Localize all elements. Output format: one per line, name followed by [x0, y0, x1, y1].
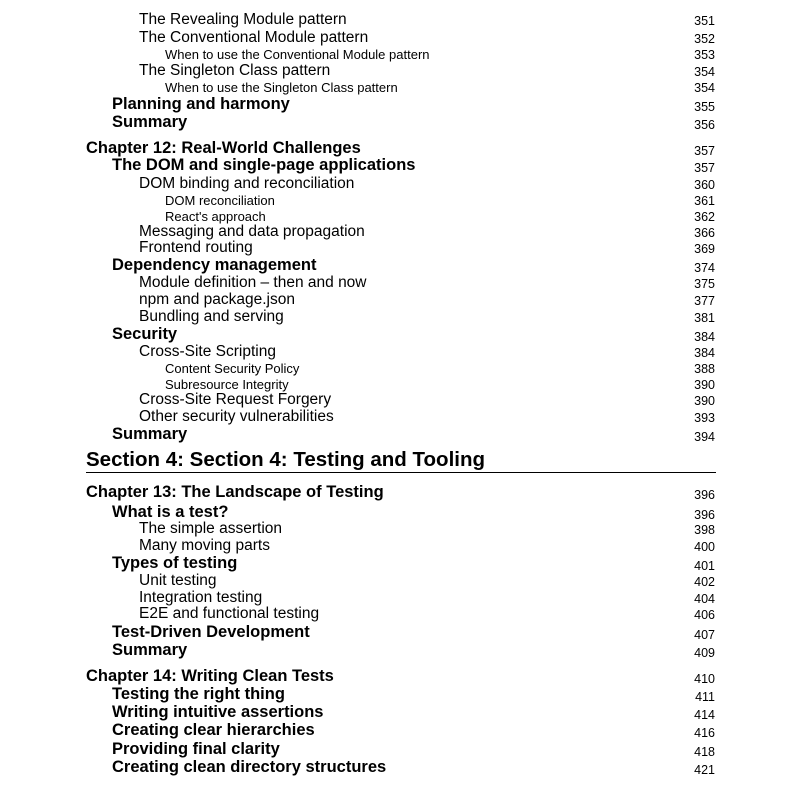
toc-entry-section: [0, 324, 800, 342]
toc-entry-title: Writing intuitive assertions: [112, 702, 324, 721]
toc-entry-subsection: [0, 389, 800, 407]
toc-entry-title: Test-Driven Development: [112, 622, 310, 641]
toc-entry-chapter: [0, 482, 800, 500]
toc-entry-title: Summary: [112, 112, 188, 131]
toc-entry-section: [0, 255, 800, 273]
toc-entry-subsubsection: [0, 43, 800, 61]
toc-entry-title: Creating clear hierarchies: [112, 720, 315, 739]
toc-entry-page-number: 374: [694, 260, 715, 275]
toc-entry-page-number: 355: [694, 99, 715, 114]
toc-entry-title: Cross-Site Request Forgery: [139, 390, 332, 408]
toc-entry-title: What is a test?: [112, 502, 229, 521]
toc-entry-page-number: 360: [694, 177, 715, 192]
toc-entry-section: [0, 757, 800, 775]
toc-entry-page-number: 366: [694, 225, 715, 240]
toc-entry-title: Dependency management: [112, 255, 317, 274]
toc-entry-title: Chapter 14: Writing Clean Tests: [86, 666, 334, 685]
toc-entry-subsection: [0, 289, 800, 307]
toc-entry-title: Chapter 13: The Landscape of Testing: [86, 482, 384, 501]
toc-entry-page-number: 421: [694, 762, 715, 777]
toc-entry-subsection: [0, 570, 800, 588]
toc-entry-section: [0, 640, 800, 658]
toc-entry-title: E2E and functional testing: [139, 604, 320, 622]
toc-entry-title: Planning and harmony: [112, 94, 290, 113]
toc-entry-title: npm and package.json: [139, 290, 295, 308]
toc-entry-page-number: 351: [694, 13, 715, 28]
toc-entry-page-number: 402: [694, 574, 715, 589]
toc-entry-page-number: 362: [694, 209, 715, 224]
toc-entry-page-number: 398: [694, 522, 715, 537]
toc-entry-page-number: 396: [694, 507, 715, 522]
toc-entry-page-number: 390: [694, 393, 715, 408]
toc-entry-subsection: [0, 518, 800, 536]
toc-entry-title: Chapter 12: Real-World Challenges: [86, 138, 361, 157]
toc-entry-page-number: 357: [694, 143, 715, 158]
toc-entry-page-number: 406: [694, 607, 715, 622]
toc-entry-page-number: 354: [694, 64, 715, 79]
toc-entry-page-number: 394: [694, 429, 715, 444]
toc-entry-page-number: 390: [694, 377, 715, 392]
toc-entry-section: [0, 94, 800, 112]
toc-entry-title: The simple assertion: [139, 519, 283, 537]
toc-entry-title: Bundling and serving: [139, 307, 284, 325]
toc-entry-page-number: 396: [694, 487, 715, 502]
toc-entry-page-number: 384: [694, 345, 715, 360]
toc-entry-subsection: [0, 272, 800, 290]
toc-entry-subsection: [0, 535, 800, 553]
toc-entry-page-number: 377: [694, 293, 715, 308]
toc-entry-title: Summary: [112, 640, 188, 659]
toc-entry-title: The Conventional Module pattern: [139, 28, 369, 46]
toc-entry-subsection: [0, 237, 800, 255]
toc-entry-section: [0, 739, 800, 757]
toc-entry-page-number: 361: [694, 193, 715, 208]
toc-entry-title: Content Security Policy: [165, 361, 300, 376]
toc-entry-page-number: 414: [694, 707, 715, 722]
section-heading-text: Section 4: Section 4: Testing and Tooling: [86, 447, 486, 471]
toc-entry-section: [0, 702, 800, 720]
toc-entry-title: Unit testing: [139, 571, 217, 589]
toc-entry-page-number: 384: [694, 329, 715, 344]
toc-entry-page-number: 400: [694, 539, 715, 554]
toc-entry-page-number: 407: [694, 627, 715, 642]
toc-entry-section: [0, 424, 800, 442]
toc-entry-title: Providing final clarity: [112, 739, 280, 758]
toc-entry-page-number: 404: [694, 591, 715, 606]
toc-entry-title: Summary: [112, 424, 188, 443]
toc-entry-title: Testing the right thing: [112, 684, 285, 703]
toc-entry-section: [0, 684, 800, 702]
section-heading: [86, 448, 716, 473]
toc-entry-title: Subresource Integrity: [165, 377, 289, 392]
toc-entry-title: Many moving parts: [139, 536, 270, 554]
toc-entry-title: Creating clean directory structures: [112, 757, 387, 776]
toc-entry-title: Module definition – then and now: [139, 273, 367, 291]
toc-entry-section: [0, 720, 800, 738]
toc-entry-section: [0, 112, 800, 130]
toc-entry-title: When to use the Conventional Module pattern: [165, 47, 430, 62]
toc-entry-title: React's approach: [165, 209, 266, 224]
toc-entry-section: [0, 155, 800, 173]
toc-entry-page-number: 409: [694, 645, 715, 660]
toc-entry-chapter: [0, 666, 800, 684]
toc-entry-title: The Revealing Module pattern: [139, 10, 347, 28]
toc-entry-chapter: [0, 138, 800, 156]
toc-entry-title: The DOM and single-page applications: [112, 155, 416, 174]
toc-entry-page-number: 352: [694, 31, 715, 46]
toc-entry-page-number: 393: [694, 410, 715, 425]
toc-entry-subsection: [0, 406, 800, 424]
toc-entry-page-number: 375: [694, 276, 715, 291]
toc-entry-page-number: 388: [694, 361, 715, 376]
toc-entry-title: Frontend routing: [139, 238, 253, 256]
toc-entry-title: Security: [112, 324, 178, 343]
toc-entry-page-number: 353: [694, 47, 715, 62]
toc-entry-page-number: 418: [694, 744, 715, 759]
toc-entry-subsubsection: [0, 76, 800, 94]
toc-entry-page-number: 411: [695, 689, 715, 704]
toc-entry-page-number: 357: [694, 160, 715, 175]
toc-entry-title: Cross-Site Scripting: [139, 342, 276, 360]
toc-entry-page-number: 369: [694, 241, 715, 256]
toc-entry-title: DOM reconciliation: [165, 193, 275, 208]
toc-entry-title: Integration testing: [139, 588, 263, 606]
toc-entry-title: DOM binding and reconciliation: [139, 174, 355, 192]
toc-entry-subsection: [0, 603, 800, 621]
toc-entry-title: The Singleton Class pattern: [139, 61, 331, 79]
toc-entry-page-number: 410: [694, 671, 715, 686]
toc-entry-title: When to use the Singleton Class pattern: [165, 80, 398, 95]
toc-entry-page-number: 416: [694, 725, 715, 740]
toc-entry-page-number: 401: [694, 558, 715, 573]
toc-entry-section: [0, 622, 800, 640]
toc-entry-page-number: 356: [694, 117, 715, 132]
toc-entry-title: Other security vulnerabilities: [139, 407, 334, 425]
toc-entry-subsection: [0, 306, 800, 324]
toc-entry-section: [0, 553, 800, 571]
toc-entry-subsection: [0, 9, 800, 27]
toc-entry-title: Types of testing: [112, 553, 238, 572]
toc-entry-title: Messaging and data propagation: [139, 222, 365, 240]
toc-entry-page-number: 381: [694, 310, 715, 325]
toc-entry-page-number: 354: [694, 80, 715, 95]
